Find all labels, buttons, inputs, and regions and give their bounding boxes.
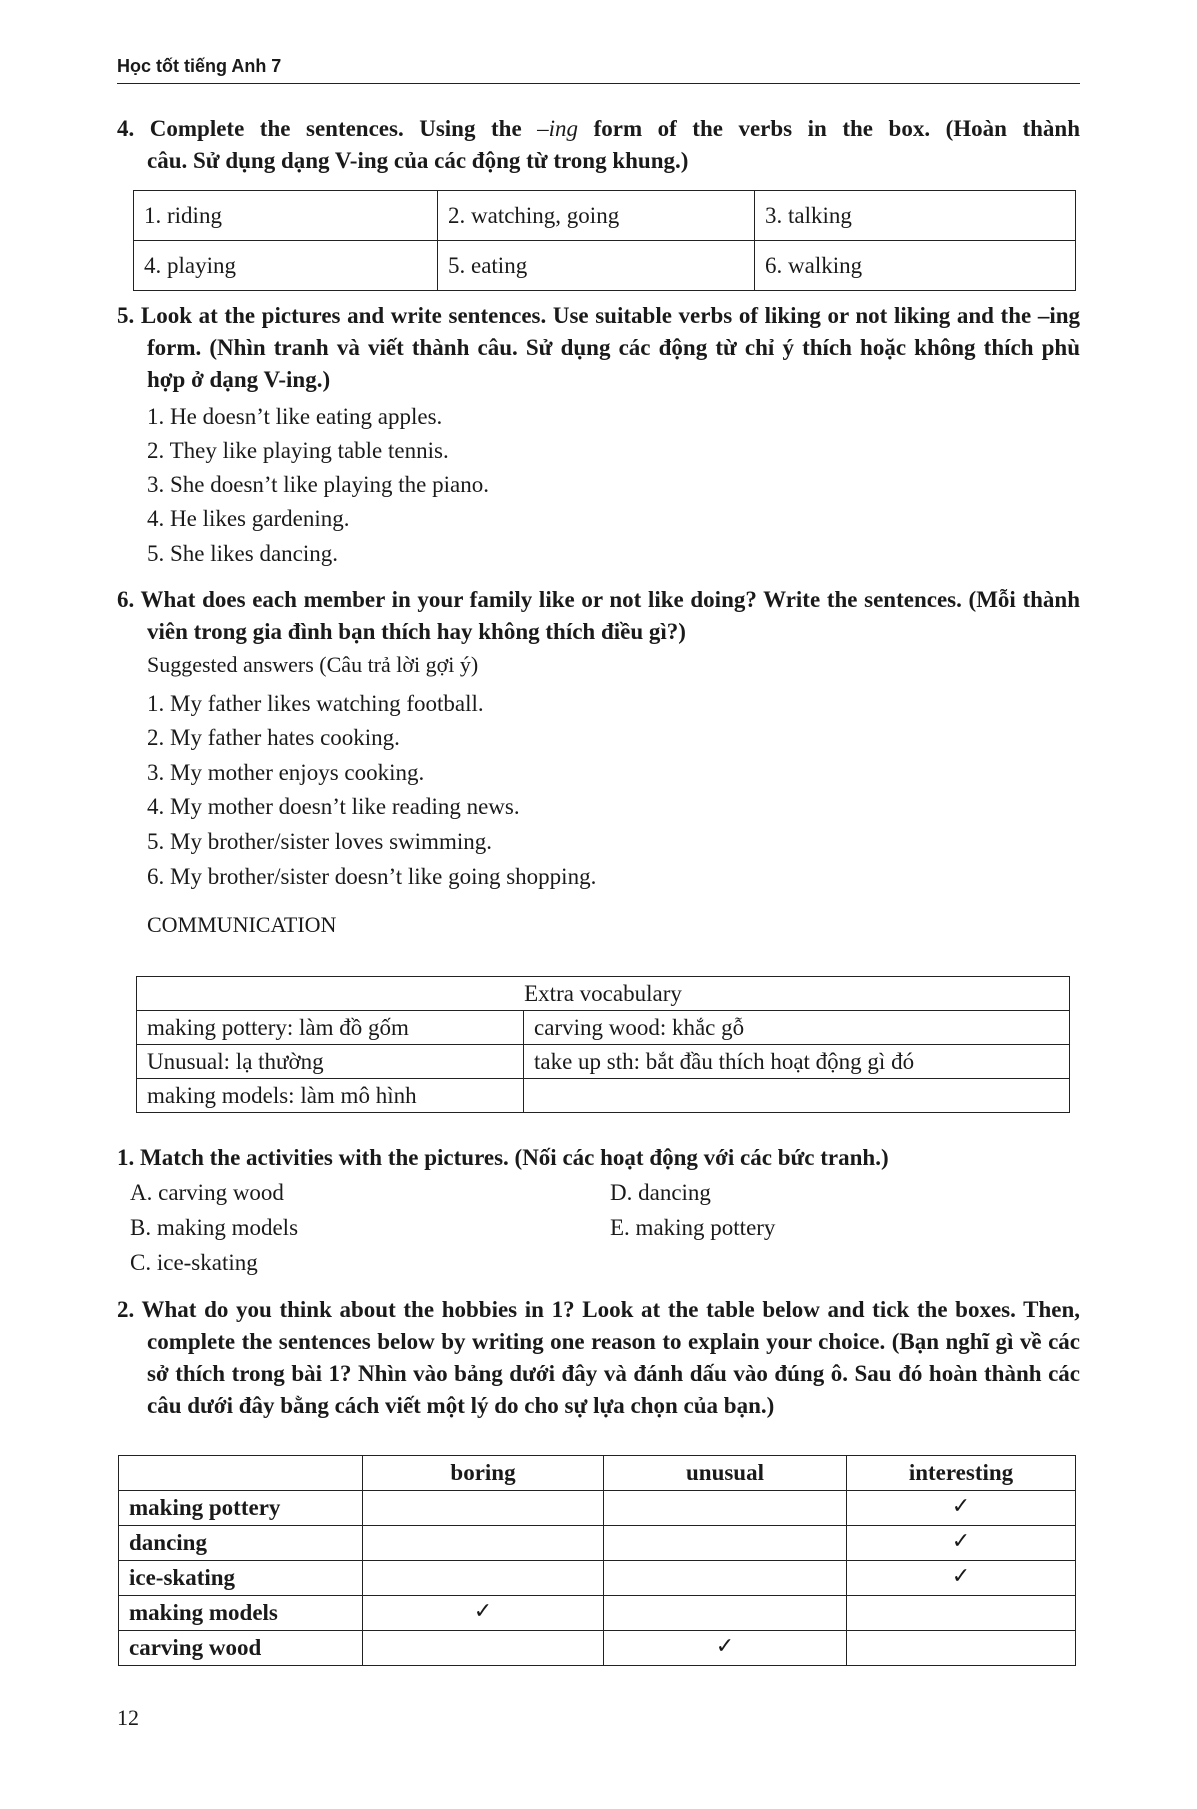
hobby-label: ice-skating bbox=[119, 1561, 363, 1596]
tick-box[interactable]: ✓ bbox=[363, 1596, 604, 1631]
table-row bbox=[119, 1596, 1076, 1631]
hobby-label: carving wood bbox=[119, 1631, 363, 1666]
table-row bbox=[119, 1456, 1076, 1491]
answer-cell: 3. talking bbox=[755, 191, 1076, 241]
tick-box[interactable] bbox=[604, 1491, 847, 1526]
communication-heading: COMMUNICATION bbox=[147, 912, 337, 937]
answer-cell: 2. watching, going bbox=[438, 191, 755, 241]
vocab-title: Extra vocabulary bbox=[137, 977, 1070, 1011]
table-row bbox=[119, 1561, 1076, 1596]
table-row bbox=[134, 241, 1076, 291]
list-item: 4. My mother doesn’t like reading news. bbox=[147, 794, 520, 819]
hobbies-opinion-table bbox=[118, 1455, 1076, 1666]
header-rule bbox=[117, 83, 1080, 84]
exercise-4-line1-b: form of the verbs in the box. (Hoàn thành bbox=[578, 116, 1080, 141]
vocab-cell bbox=[524, 1079, 1070, 1113]
exercise-4-answer-box bbox=[133, 190, 1076, 291]
tick-box[interactable] bbox=[847, 1596, 1076, 1631]
tick-box[interactable]: ✓ bbox=[604, 1631, 847, 1666]
list-item: 2. They like playing table tennis. bbox=[147, 438, 449, 463]
vocab-cell: take up sth: bắt đầu thích hoạt động gì đó bbox=[524, 1045, 1070, 1079]
tick-box[interactable]: ✓ bbox=[847, 1561, 1076, 1596]
tick-box[interactable] bbox=[363, 1631, 604, 1666]
list-item: 5. She likes dancing. bbox=[147, 541, 338, 566]
exercise-6-title-text: 6. What does each member in your family like or not like doing? Write the sentences. (Mỗi thành viên trong gia đình bạn thích hay không thích điều gì?) bbox=[117, 587, 1080, 644]
table-row bbox=[137, 977, 1070, 1011]
exercise-6-title bbox=[117, 584, 1080, 648]
header-cell-boring: boring bbox=[363, 1456, 604, 1491]
vocab-cell: carving wood: khắc gỗ bbox=[524, 1011, 1070, 1045]
list-item: C. ice-skating bbox=[130, 1250, 258, 1275]
hobby-label: making models bbox=[119, 1596, 363, 1631]
communication-2-title bbox=[117, 1294, 1080, 1422]
answer-cell: 5. eating bbox=[438, 241, 755, 291]
vocab-cell: making pottery: làm đồ gốm bbox=[137, 1011, 524, 1045]
tick-box[interactable] bbox=[604, 1596, 847, 1631]
list-item: 3. My mother enjoys cooking. bbox=[147, 760, 425, 785]
tick-box[interactable] bbox=[604, 1561, 847, 1596]
header-cell-unusual: unusual bbox=[604, 1456, 847, 1491]
hobby-label: making pottery bbox=[119, 1491, 363, 1526]
list-item: D. dancing bbox=[610, 1180, 711, 1205]
list-item: 2. My father hates cooking. bbox=[147, 725, 400, 750]
table-row bbox=[134, 191, 1076, 241]
communication-1-title-text: 1. Match the activities with the pictures. (Nối các hoạt động với các bức tranh.) bbox=[117, 1145, 889, 1170]
answer-cell: 4. playing bbox=[134, 241, 438, 291]
page-number: 12 bbox=[117, 1705, 139, 1730]
answer-cell: 6. walking bbox=[755, 241, 1076, 291]
exercise-5-title-text: 5. Look at the pictures and write sentences. Use suitable verbs of liking or not liking and the –ing form. (Nhìn tranh và viết thành câu. Sử dụng các động từ chỉ ý thích hoặc không thích phù hợp ở dạng V-ing.) bbox=[117, 303, 1080, 392]
exercise-5-title bbox=[117, 300, 1080, 396]
tick-box[interactable] bbox=[363, 1491, 604, 1526]
list-item: E. making pottery bbox=[610, 1215, 776, 1240]
table-row bbox=[119, 1491, 1076, 1526]
table-row bbox=[119, 1631, 1076, 1666]
list-item: 1. My father likes watching football. bbox=[147, 691, 484, 716]
table-row bbox=[137, 1045, 1070, 1079]
list-item: B. making models bbox=[130, 1215, 299, 1240]
exercise-4-line1-ital: –ing bbox=[537, 116, 579, 141]
header-cell-interesting: interesting bbox=[847, 1456, 1076, 1491]
tick-box[interactable] bbox=[363, 1526, 604, 1561]
extra-vocabulary-table bbox=[136, 976, 1070, 1113]
tick-box[interactable]: ✓ bbox=[847, 1491, 1076, 1526]
list-item: A. carving wood bbox=[130, 1180, 284, 1205]
suggested-answers-label: Suggested answers (Câu trả lời gợi ý) bbox=[147, 652, 479, 677]
exercise-4-title bbox=[117, 113, 1080, 177]
tick-box[interactable] bbox=[847, 1631, 1076, 1666]
tick-box[interactable]: ✓ bbox=[847, 1526, 1076, 1561]
exercise-4-line1-a: 4. Complete the sentences. Using the bbox=[117, 116, 538, 141]
list-item: 1. He doesn’t like eating apples. bbox=[147, 404, 443, 429]
page-header-title: Học tốt tiếng Anh 7 bbox=[117, 56, 282, 76]
table-row bbox=[119, 1526, 1076, 1561]
answer-cell: 1. riding bbox=[134, 191, 438, 241]
vocab-cell: making models: làm mô hình bbox=[137, 1079, 524, 1113]
tick-box[interactable] bbox=[604, 1526, 847, 1561]
list-item: 6. My brother/sister doesn’t like going shopping. bbox=[147, 864, 597, 889]
exercise-4-line2: câu. Sử dụng dạng V-ing của các động từ trong khung.) bbox=[147, 148, 689, 173]
communication-1-title bbox=[117, 1142, 1080, 1174]
hobby-label: dancing bbox=[119, 1526, 363, 1561]
tick-box[interactable] bbox=[363, 1561, 604, 1596]
header-cell bbox=[119, 1456, 363, 1491]
communication-2-title-text: 2. What do you think about the hobbies in 1? Look at the table below and tick the boxes. Then, complete the sentences below by writing one reason to explain your choice. (Bạn nghĩ gì về các sở thích trong bài 1? Nhìn vào bảng dưới đây và đánh dấu vào đúng ô. Sau đó hoàn thành các câu dưới đây bằng cách viết một lý do cho sự lựa chọn của bạn.) bbox=[117, 1297, 1080, 1418]
list-item: 5. My brother/sister loves swimming. bbox=[147, 829, 492, 854]
list-item: 3. She doesn’t like playing the piano. bbox=[147, 472, 489, 497]
table-row bbox=[137, 1079, 1070, 1113]
vocab-cell: Unusual: lạ thường bbox=[137, 1045, 524, 1079]
table-row bbox=[137, 1011, 1070, 1045]
list-item: 4. He likes gardening. bbox=[147, 506, 350, 531]
